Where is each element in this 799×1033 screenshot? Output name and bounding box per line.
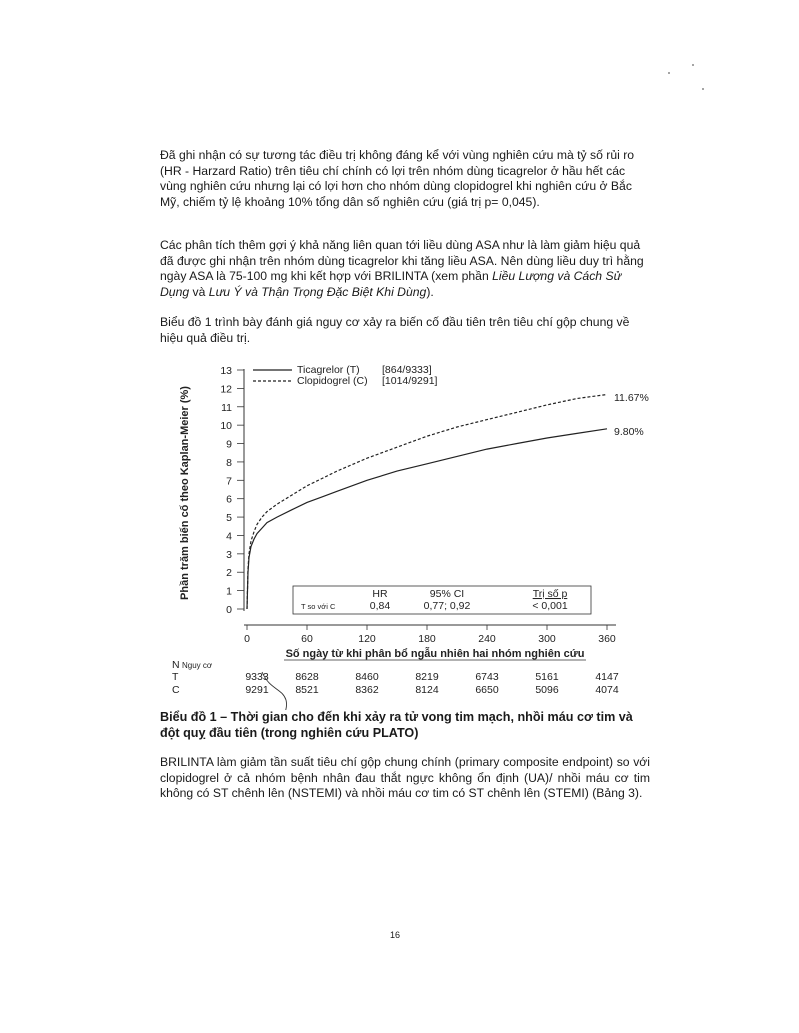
legend-label-ticagrelor: Ticagrelor (T)	[297, 364, 360, 376]
y-tick-label: 0	[226, 604, 232, 616]
paragraph-brilinta-effect: BRILINTA làm giảm tần suất tiêu chí gộp chung chính (primary composite endpoint) so với clopidogrel ở cả nhóm bệnh nhân đau thắt ngực không ổn định (UA)/ nhồi máu cơ tim không có ST chênh lên (NSTEMI) và nhồi máu cơ tim có ST chênh lên (STEMI) (Bảng 3).	[160, 755, 650, 800]
paragraph-region-interaction: Đã ghi nhận có sự tương tác điều trị không đáng kể với vùng nghiên cứu mà tỷ số rủi ro (HR - Harzard Ratio) trên tiêu chí chính có lợi trên nhóm dùng ticagrelor ở hầu hết các vùng nghiên cứu nhưng lại có lợi hơn cho nhóm dùng clopidogrel khi nghiên cứu ở Bắc Mỹ, chiếm tỷ lệ khoảng 10% tổng dân số nghiên cứu (giá trị p= 0,045).	[160, 148, 635, 209]
chart-caption: Biểu đồ 1 – Thời gian cho đến khi xảy ra tử vong tim mạch, nhồi máu cơ tim và đột quỵ đầu tiên (trong nghiên cứu PLATO)	[160, 710, 633, 740]
x-ticks	[244, 625, 616, 645]
risk-cell: 8124	[415, 684, 439, 696]
p2-text-c: ).	[426, 284, 434, 299]
scan-speck	[692, 64, 694, 66]
risk-cell: 9333	[245, 671, 269, 683]
end-label-clopidogrel: 11.67%	[614, 392, 649, 404]
p2-text-a: Các phân tích thêm gợi ý khả năng liên quan tới liều dùng ASA như là làm giảm hiệu quả đã được ghi nhận trên nhóm dùng ticagrelor khi tăng liều ASA. Nên dùng liều duy trì hằng ngày ASA là 75-100 mg khi kết hợp với BRILINTA (xem phần	[160, 238, 644, 283]
y-tick-label: 13	[220, 365, 232, 377]
risk-cell: 6743	[475, 671, 499, 683]
risk-cell: 8362	[355, 684, 379, 696]
y-tick-label: 5	[226, 512, 232, 525]
risk-cell: 4147	[595, 671, 619, 683]
p2-text-b: và	[189, 284, 209, 299]
stats-header-p: Trị số p	[532, 588, 568, 600]
risk-cell: 8628	[295, 671, 319, 683]
risk-cell: 5096	[535, 684, 559, 696]
y-tick-label: 3	[226, 548, 232, 561]
x-tick-label: 180	[418, 633, 436, 645]
y-tick-label: 12	[220, 383, 232, 396]
risk-cell: 8219	[415, 671, 439, 683]
scan-speck	[702, 88, 704, 90]
stats-value-p: < 0,001	[532, 600, 568, 612]
legend-label-clopidogrel: Clopidogrel (C)	[297, 375, 368, 387]
risk-row-label-t: T	[172, 671, 179, 683]
y-axis-label: Phần trăm biến cố theo Kaplan-Meier (%)	[179, 386, 191, 600]
stats-value-hr: 0,84	[369, 600, 391, 612]
risk-cell: 6650	[475, 684, 499, 696]
x-tick-label: 240	[478, 633, 496, 645]
x-tick-label: 60	[301, 633, 313, 645]
stats-row-label: T so với C	[301, 602, 336, 611]
p2-ref-dosage: Liều Lượng và Cách Sử Dụng	[160, 269, 622, 299]
risk-header-n: N	[172, 659, 180, 671]
p2-ref-warnings: Lưu Ý và Thận Trọng Đặc Biệt Khi Dùng	[208, 284, 427, 299]
legend-events-clopidogrel: [1014/9291]	[382, 375, 438, 387]
risk-cell: 5161	[535, 671, 559, 683]
risk-row-label-c: C	[172, 684, 180, 696]
risk-cell: 4074	[595, 684, 619, 696]
y-tick-label: 2	[226, 567, 232, 580]
series-line-clopidogrel	[247, 395, 607, 610]
stats-header-ci: 95% CI	[429, 588, 465, 600]
end-label-ticagrelor: 9.80%	[614, 426, 644, 438]
x-tick-label: 360	[598, 633, 616, 645]
y-tick-label: 9	[226, 438, 232, 451]
y-tick-label: 8	[226, 456, 232, 469]
x-axis-label: Số ngày từ khi phân bổ ngẫu nhiên hai nhóm nghiên cứu	[285, 648, 585, 660]
risk-cell: 8460	[355, 671, 379, 683]
x-tick-label: 0	[244, 633, 250, 645]
risk-header-label: Nguy cơ	[182, 661, 213, 670]
y-tick-label: 6	[226, 493, 232, 506]
y-tick-label: 10	[220, 420, 232, 433]
scan-speck	[668, 72, 670, 74]
risk-cell: 9291	[245, 684, 269, 696]
stats-header-hr: HR	[372, 588, 388, 600]
risk-cell: 8521	[295, 684, 319, 696]
page-number: 16	[390, 930, 401, 940]
legend-events-ticagrelor: [864/9333]	[382, 364, 432, 376]
stats-value-ci: 0,77; 0,92	[423, 600, 471, 612]
y-tick-label: 11	[221, 401, 232, 414]
risk-values	[245, 671, 619, 696]
x-tick-label: 120	[358, 633, 376, 645]
series-line-ticagrelor	[247, 429, 607, 609]
y-tick-label: 7	[226, 475, 232, 488]
y-ticks	[220, 365, 244, 616]
y-tick-label: 4	[226, 530, 232, 543]
x-tick-label: 300	[538, 633, 556, 645]
paragraph-chart-intro: Biểu đồ 1 trình bày đánh giá nguy cơ xảy ra biến cố đầu tiên trên tiêu chí gộp chung về hiệu quả điều trị.	[160, 315, 630, 345]
y-tick-label: 1	[226, 585, 232, 598]
